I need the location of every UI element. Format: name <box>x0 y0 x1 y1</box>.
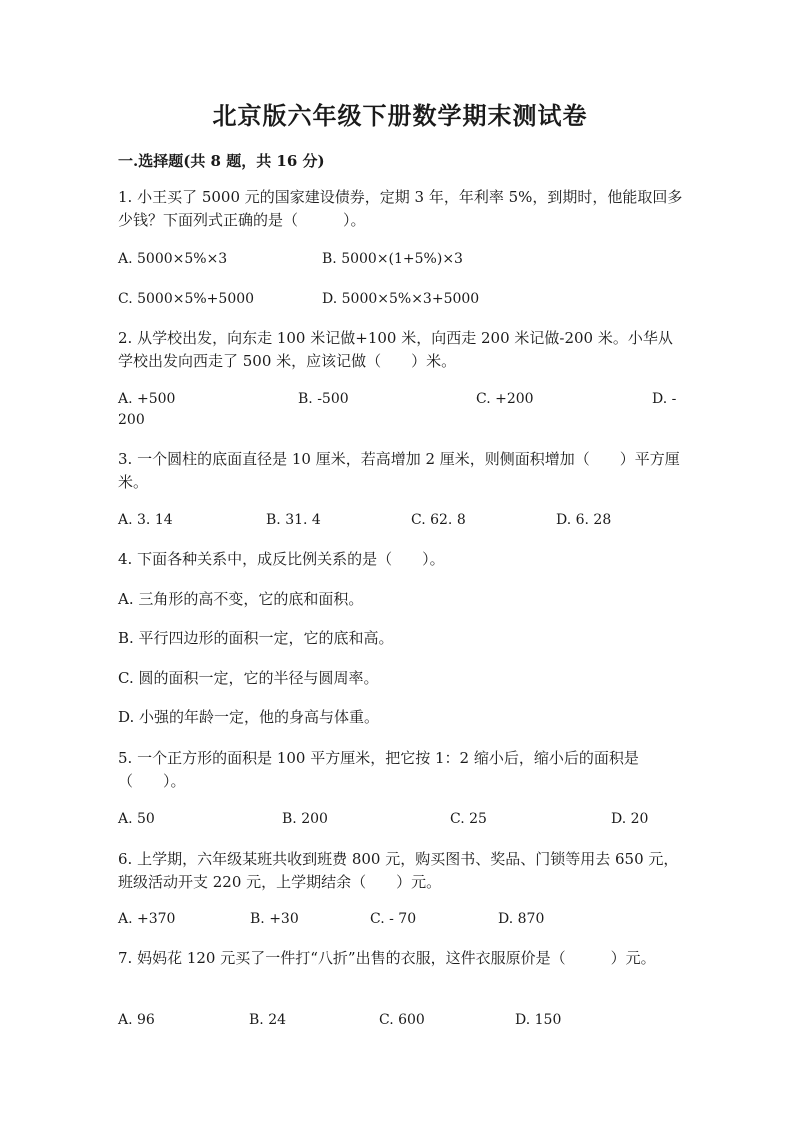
option-b[interactable]: B. -500 <box>298 391 349 407</box>
question-1: 1. 小王买了 5000 元的国家建设债券，定期 3 年，年利率 5%，到期时，他能取回多少钱？下面列式正确的是（ ）。 <box>118 188 683 229</box>
option-b[interactable]: B. 24 <box>249 1012 287 1028</box>
option-d[interactable]: D. 870 <box>498 911 545 927</box>
option-c[interactable]: C. +200 <box>476 391 534 407</box>
option-d[interactable]: D. 6. 28 <box>556 512 612 528</box>
option-a[interactable]: A. +500 <box>118 391 176 407</box>
option-c[interactable]: C. 25 <box>450 811 487 827</box>
option-a[interactable]: A. +370 <box>118 911 176 927</box>
question-1-options <box>118 248 684 307</box>
option-c[interactable]: C. - 70 <box>370 911 417 927</box>
section-heading: 一.选择题(共 8 题，共 16 分) <box>118 152 325 170</box>
question-2: 2. 从学校出发，向东走 100 米记做+100 米，向西走 200 米记做-200 米。小华从学校出发向西走了 500 米，应该记做（ ）米。 <box>118 329 673 370</box>
option-c[interactable]: C. 圆的面积一定，它的半径与圆周率。 <box>118 669 379 687</box>
question-4: 4. 下面各种关系中，成反比例关系的是（ ）。 <box>118 550 445 568</box>
option-d[interactable]: D. 5000×5%×3+5000 <box>322 291 480 307</box>
option-c[interactable]: C. 600 <box>379 1012 425 1028</box>
question-3: 3. 一个圆柱的底面直径是 10 厘米，若高增加 2 厘米，则侧面积增加（ ）平方厘米。 <box>118 450 680 491</box>
option-b[interactable]: B. 31. 4 <box>266 512 321 528</box>
page-title: 北京版六年级下册数学期末测试卷 <box>212 101 588 130</box>
option-a[interactable]: A. 96 <box>118 1012 155 1028</box>
option-c[interactable]: C. 5000×5%+5000 <box>118 291 255 307</box>
option-b[interactable]: B. 5000×(1+5%)×3 <box>322 251 463 267</box>
option-d[interactable]: D. 150 <box>515 1012 562 1028</box>
option-a[interactable]: A. 5000×5%×3 <box>118 251 228 267</box>
option-d[interactable]: D. 20 <box>611 811 649 827</box>
question-5: 5. 一个正方形的面积是 100 平方厘米，把它按 1：2 缩小后，缩小后的面积是（ ）。 <box>118 749 639 790</box>
question-7-options <box>118 1009 684 1055</box>
option-d[interactable]: D. 小强的年龄一定，他的身高与体重。 <box>118 708 380 726</box>
question-7: 7. 妈妈花 120 元买了一件打“八折”出售的衣服，这件衣服原价是（ ）元。 <box>118 949 656 967</box>
option-a[interactable]: A. 三角形的高不变，它的底和面积。 <box>118 590 364 608</box>
option-a[interactable]: A. 50 <box>118 811 155 827</box>
option-c[interactable]: C. 62. 8 <box>411 512 466 528</box>
option-b[interactable]: B. 200 <box>282 811 328 827</box>
option-d[interactable]: D. - <box>652 391 677 407</box>
question-6: 6. 上学期，六年级某班共收到班费 800 元，购买图书、奖品、门锁等用去 650 元，班级活动开支 220 元，上学期结余（ ）元。 <box>118 850 679 891</box>
option-b[interactable]: B. +30 <box>250 911 299 927</box>
option-a[interactable]: A. 3. 14 <box>118 512 173 528</box>
option-b[interactable]: B. 平行四边形的面积一定，它的底和高。 <box>118 629 394 647</box>
option-d-continued: 200 <box>118 412 145 428</box>
question-2-options <box>118 388 684 434</box>
